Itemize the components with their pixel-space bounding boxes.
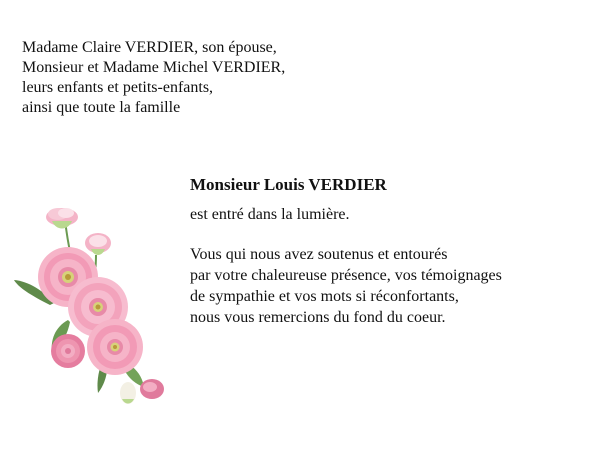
thanks-line: par votre chaleureuse présence, vos témoignages bbox=[190, 267, 502, 284]
family-line: ainsi que toute la famille bbox=[22, 99, 181, 116]
family-line: leurs enfants et petits-enfants, bbox=[22, 79, 214, 96]
thanks-line: nous vous remercions du fond du coeur. bbox=[190, 309, 446, 326]
gerbera-flower bbox=[87, 319, 143, 375]
deceased-name: Monsieur Louis VERDIER bbox=[190, 175, 387, 194]
thanks-line: de sympathie et vos mots si réconfortants, bbox=[190, 288, 459, 305]
pink-bud bbox=[85, 233, 111, 255]
pink-bud bbox=[46, 208, 78, 229]
rose-flower bbox=[51, 334, 85, 368]
flower-bouquet-image bbox=[10, 195, 180, 410]
family-line: Monsieur et Madame Michel VERDIER, bbox=[22, 59, 286, 76]
thanks-block bbox=[190, 244, 502, 328]
family-block bbox=[22, 38, 285, 118]
family-line: Madame Claire VERDIER, son épouse, bbox=[22, 39, 277, 56]
entered-light-text: est entré dans la lumière. bbox=[190, 206, 350, 223]
white-bud bbox=[120, 382, 136, 404]
thanks-line: Vous qui nous avez soutenus et entourés bbox=[190, 246, 448, 263]
pink-bud bbox=[140, 379, 164, 399]
